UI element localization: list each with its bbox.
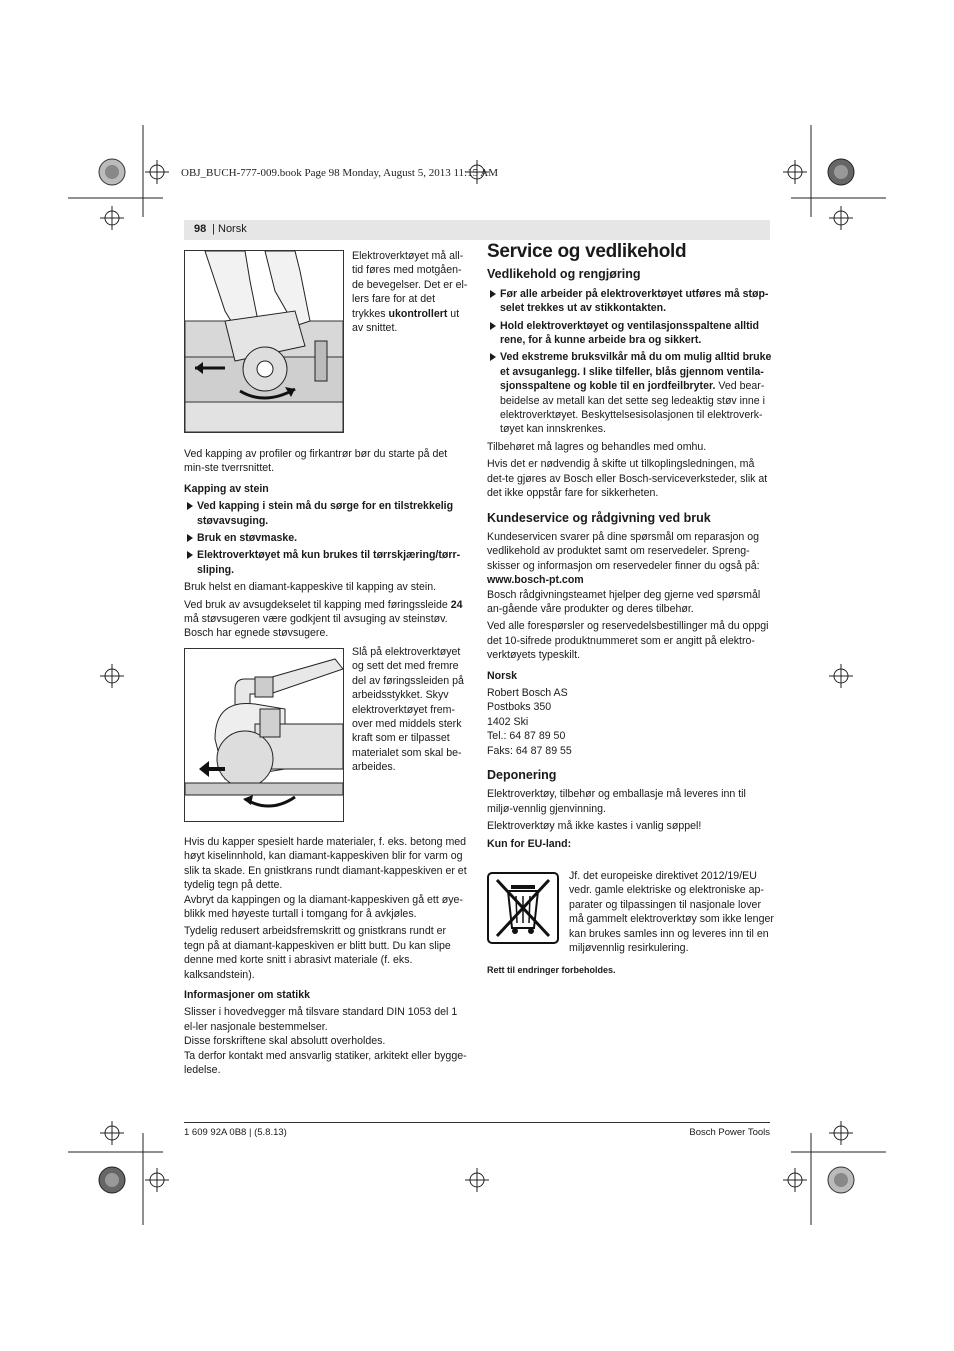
section-title: Service og vedlikehold [487,241,687,262]
address-block: Robert Bosch AS Postboks 350 1402 Ski Tel.: 64 87 89 50 Faks: 64 87 89 55 [487,686,572,757]
heading-eu-only: Kun for EU-land: [487,837,572,850]
paragraph-diamond-disc: Bruk helst en diamant-kappeskive til kapping av stein. [184,581,437,594]
paragraph-disposal-2: Elektroverktøy må ikke kastes i vanlig søppel! [487,820,702,833]
link-bosch-pt[interactable]: www.bosch-pt.com [487,574,584,587]
bullet-unplug: Før alle arbeider på elektroverktøyet utføres må støp-selet trekkes ut av stikkontakten. [487,287,772,316]
paragraph-disposal-1: Elektroverktøy, tilbehør og emballasje må leveres inn til miljø-vennlig gjenvinning. [487,788,746,815]
heading-maintenance: Vedlikehold og rengjøring [487,267,641,282]
bullet-keep-clean: Hold elektroverktøyet og ventilasjonsspaltene alltid rene, for å kunne arbeide bra og sikkert. [487,319,772,348]
paragraph-statics-2: Disse forskriftene skal absolutt overholdes. [184,1035,386,1048]
eu-directive-text: Jf. det europeiske direktivet 2012/19/EU vedr. gamle elektriske og elektroniske ap- parater og tilpassingen til nasjonale lover må gammelt elektroverktøy som ikke lenger kan brukes samles inn og leveres inn til en miljøvennlig resirkulering. [569,870,774,955]
heading-disposal: Deponering [487,768,557,782]
bullet-dry-cutting: Elektroverktøyet må kun brukes til tørrskjæring/tørr-sliping. [184,548,468,577]
heading-stone-cutting: Kapping av stein [184,482,269,495]
header-language: Norsk [218,223,247,235]
footer-rule [184,1122,770,1123]
heading-customer-service: Kundeservice og rådgivning ved bruk [487,510,711,525]
figure-stone-cutting-drawing [185,649,343,821]
print-header: OBJ_BUCH-777-009.book Page 98 Monday, August 5, 2013 11:15 AM [181,167,498,179]
paragraph-advice: Bosch rådgivningsteamet hjelper deg gjerne ved spørsmål an-gående våre produkter og deres tilbehør. [487,588,761,615]
footer-document-code: 1 609 92A 0B8 | (5.8.13) [184,1127,287,1138]
paragraph-cool-down: Avbryt da kappingen og la diamant-kappeskiven gå ett øye-blikk med høyeste turtall i tomgang for å avkjøles. [184,893,463,921]
crossed-bin-icon [487,872,559,944]
left-column-lower [184,835,468,1078]
paragraph-blunt-disc: Tydelig redusert arbeidsfremskritt og gnistkrans rundt er tegn på at diamant-kappeskiven er blitt butt. Du kan slipe denne med korte snitt i abrasivt materiale (f. eks. kalksandstein). [184,925,451,981]
paragraph-statics-1: Slisser i hovedvegger må tilsvare standard DIN 1053 del 1 el-ler nasjonale bestemmelser. [184,1006,458,1033]
bullet-dust-mask: Bruk en støvmaske. [184,531,468,545]
paragraph-dust-hood: Ved bruk av avsugdekselet til kapping med føringssleide 24 må støvsugeren være godkjent til avsuging av steinstøv. Bosch har egnede støvsugere. [184,598,463,640]
figure-cutting-profile-drawing [185,251,343,432]
paragraph-accessories: Tilbehøret må lagres og behandles med omhu. [487,440,707,453]
figure-cutting-profile [184,250,344,433]
left-column-upper [184,447,468,644]
figure-stone-cutting-caption: Slå på elektroverktøyet og sett det med fremre del av føringssleiden på arbeidsstykket. Skyv elektroverktøyet frem- over med middels sterk kraft som er tilpasset materialet som skal be- arbeides. [352,646,464,774]
paragraph-hard-materials: Hvis du kapper spesielt harde materialer, f. eks. betong med høyt kiselinnhold, kan diamant-kappeskiven blir for varm og slik ta skade. En gnistkrans rundt diamant-kappeskiven er et tydelig tegn på dette. [184,836,467,892]
heading-statics: Informasjoner om statikk [184,989,310,1002]
reserved-note: Rett til endringer forbeholdes. [487,965,616,975]
paragraph-inquiry: Ved alle forespørsler og reservedelsbestillinger må du oppgi det 10-sifrede produktnummeret som er angitt på elektro-verktøyets typeskilt. [487,620,769,662]
figure-stone-cutting [184,648,344,822]
paragraph-statics-3: Ta derfor kontakt med ansvarlig statiker, arkitekt eller bygge-ledelse. [184,1049,467,1077]
header-separator: | [212,223,215,235]
paragraph-customer-service: Kundeservicen svarer på dine spørsmål om reparasjon og vedlikehold av produktet samt om reservedeler. Spreng-skisser og informasjon om reservedeler finner du også på: [487,530,760,572]
page-header-bar [184,220,770,240]
bullet-dust-extraction: Ved kapping i stein må du sørge for en tilstrekkelig støvavsuging. [184,499,468,528]
figure-cutting-profile-caption: Elektroverktøyet må all- tid føres med motgåen- de bevegelser. Det er el- lers fare for at det trykkes ukontrollert ut av snittet. [352,250,468,335]
bullet-extreme-conditions: Ved ekstreme bruksvilkår må du om mulig alltid bruke et avsuganlegg. I slike tilfeller, blås gjennom ventila-sjonsspaltene og koble til en jordfeilbryter. Ved bear-beidelse av metall kan det sette seg ledeaktig støv inne i elektroverktøyet. Beskyttelsesisolasjonen til elektroverk-tøyet kan innskrenkes. [487,350,772,436]
heading-country: Norsk [487,669,518,682]
page-number: 98 [194,223,207,235]
footer-brand: Bosch Power Tools [689,1127,770,1138]
right-column [487,241,772,854]
paragraph-profiles: Ved kapping av profiler og firkantrør bør du starte på det min-ste tverrsnittet. [184,448,448,475]
paragraph-power-cord: Hvis det er nødvendig å skifte ut tilkoplingsledningen, må det-te gjøres av Bosch eller Bosch-serviceverksteder, slik at det ikke oppstår fare for sikkerheten. [487,458,768,500]
